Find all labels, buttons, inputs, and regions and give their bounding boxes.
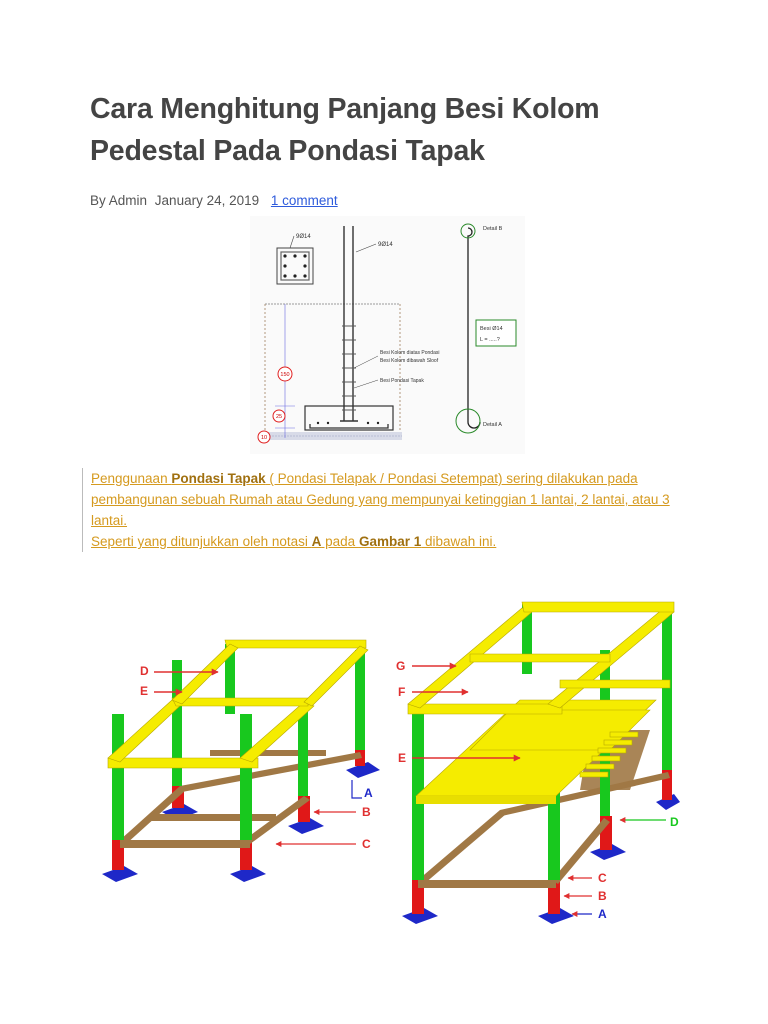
p1-bold-pondasi-tapak: Pondasi Tapak (171, 471, 266, 486)
structure-frames-figure (90, 590, 680, 930)
box-line2: L = .....? (480, 337, 500, 343)
rebar-detail-figure (250, 216, 525, 454)
p2-text-c: dibawah ini. (421, 534, 497, 549)
comments-link[interactable]: 1 comment (270, 193, 338, 208)
right-label-e: E (398, 751, 407, 765)
left-label-c: C (362, 837, 371, 851)
paragraph-1 (91, 468, 691, 531)
p1-text-a: Penggunaan (91, 471, 172, 486)
left-label-e: E (140, 684, 149, 698)
post-date: January 24, 2019 (154, 193, 260, 208)
left-label-d: D (140, 664, 149, 678)
post-meta (90, 193, 338, 208)
p2-text-a: Seperti yang ditunjukkan oleh notasi (91, 534, 312, 549)
intro-paragraph (82, 468, 691, 552)
bar-label-b: 9Ø14 (378, 242, 393, 248)
left-label-b: B (362, 805, 371, 819)
right-label-f: F (398, 685, 406, 699)
detail-b-label: Detail B (483, 226, 503, 232)
note-column-above: Besi Kolom diatas Pondasi (380, 350, 440, 356)
left-label-a: A (364, 786, 373, 800)
right-label-b: B (598, 889, 607, 903)
author: By Admin (90, 193, 148, 208)
dim-150: 150 (280, 372, 290, 378)
right-label-d: D (670, 815, 679, 829)
paragraph-2 (91, 531, 691, 552)
right-label-g: G (396, 659, 406, 673)
p2-bold-a: A (311, 534, 322, 549)
note-column-below: Besi Kolom dibawah Sloof (380, 358, 439, 364)
right-label-a: A (598, 907, 607, 921)
right-label-c: C (598, 871, 607, 885)
note-footing-bar: Besi Pondasi Tapak (380, 378, 424, 384)
dim-25: 25 (275, 414, 283, 420)
dim-10: 10 (260, 435, 268, 441)
page-title: Cara Menghitung Panjang Besi Kolom Pedestal Pada Pondasi Tapak (90, 93, 600, 167)
bar-label-a: 9Ø14 (296, 234, 311, 240)
detail-a-label: Detail A (483, 422, 502, 428)
p1-text-b: ( Pondasi Telapak / Pondasi Setempat) sering dilakukan pada pembangunan sebuah Rumah atau Gedung yang mempunyai ketinggian 1 lantai, 2 lantai, atau 3 lantai. (91, 471, 670, 528)
p2-bold-gambar: Gambar 1 (358, 534, 422, 549)
box-line1: Besi Ø14 (480, 326, 503, 332)
p2-text-b: pada (321, 534, 359, 549)
